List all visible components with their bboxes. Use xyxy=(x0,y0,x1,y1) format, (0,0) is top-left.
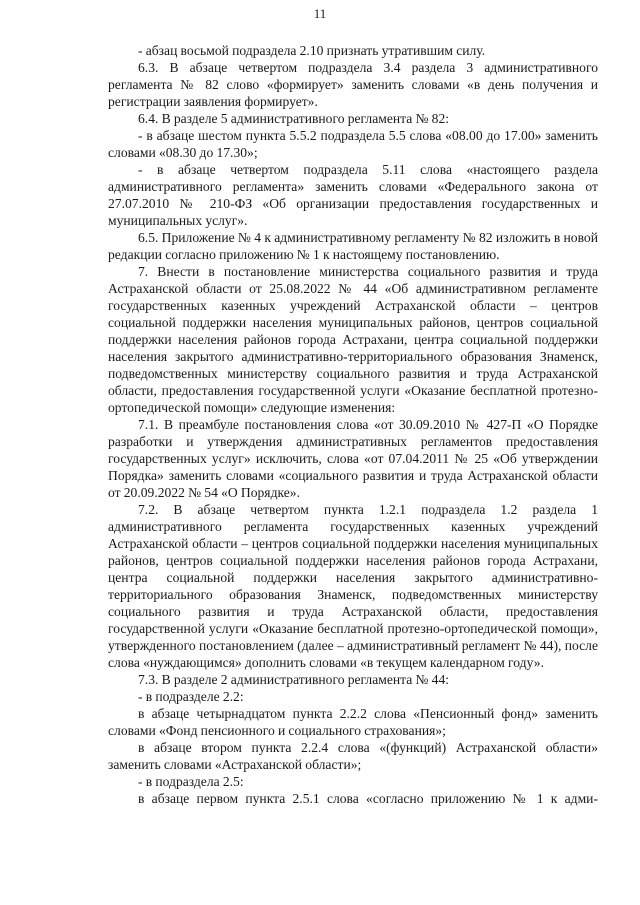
paragraph: 7.3. В разделе 2 административного регламента № 44: xyxy=(138,672,450,687)
paragraph: в абзаце четырнадцатом пункта 2.2.2 слова «Пенсионный фонд» заменить словами «Фонд пенсионного и социального страхования»; xyxy=(108,706,598,738)
paragraph: - в подраздела 2.5: xyxy=(138,774,244,789)
paragraph: 6.4. В разделе 5 административного регламента № 82: xyxy=(138,111,450,126)
paragraph: 7.2. В абзаце четвертом пункта 1.2.1 подраздела 1.2 раздела 1 административного регламента государственных казенных учреждений Астраханской области – центров социальной поддержки населения муниципальных районов, центров социальной поддержки населения районов города Астрахани, центра социальной поддержки населения закрытого административно-территориального образования Знаменск, подведомственных министерству социального развития и труда Астраханской области, предоставления государственной услуги «Оказание бесплатной протезно-ортопедической помощи», утвержденного постановлением (далее – административный регламент № 44), после слова «нуждающимся» дополнить словами «в текущем календарном году». xyxy=(108,502,598,670)
paragraph: - в подразделе 2.2: xyxy=(138,689,244,704)
paragraph: - абзац восьмой подраздела 2.10 признать утратившим силу. xyxy=(138,43,486,58)
paragraph: 6.5. Приложение № 4 к административному регламенту № 82 изложить в новой редакции согласно приложению № 1 к настоящему постановлению. xyxy=(108,230,598,262)
paragraph: 6.3. В абзаце четвертом подраздела 3.4 раздела 3 административного регламента № 82 слово «формирует» заменить словами «в день получения и регистрации заявления формирует». xyxy=(108,60,598,109)
paragraph: 7. Внести в постановление министерства социального развития и труда Астраханской области от 25.08.2022 № 44 «Об административном регламенте государственных казенных учреждений Астраханской области – центров социальной поддержки населения муниципальных районов, центров социальной поддержки населения районов города Астрахани, центра социальной поддержки населения закрытого административно-территориального образования Знаменск, подведомственных министерству социального развития и труда Астраханской области, предоставления государственной услуги «Оказание бесплатной протезно-ортопедической помощи» следующие изменения: xyxy=(108,264,598,415)
paragraph: - в абзаце шестом пункта 5.5.2 подраздела 5.5 слова «08.00 до 17.00» заменить словами «08.30 до 17.30»; xyxy=(108,128,598,160)
paragraph: в абзаце втором пункта 2.2.4 слова «(функций) Астраханской области» заменить словами «Астраханской области»; xyxy=(108,740,598,772)
paragraph: 7.1. В преамбуле постановления слова «от 30.09.2010 № 427-П «О Порядке разработки и утверждения административных регламентов предоставления государственных услуг» исключить, слова «от 07.04.2011 № 25 «Об утверждении Порядка» заменить словами «социального развития и труда Астраханской области от 20.09.2022 № 54 «О Порядке». xyxy=(108,417,598,500)
paragraph: - в абзаце четвертом подраздела 5.11 слова «настоящего раздела административного регламента» заменить словами «Федерального закона от 27.07.2010 № 210-ФЗ «Об организации предоставления государственных и муниципальных услуг». xyxy=(108,162,598,228)
document-body xyxy=(108,42,598,807)
page-number: 11 xyxy=(313,6,327,21)
paragraph: в абзаце первом пункта 2.5.1 слова «согласно приложению № 1 к адми- xyxy=(138,791,598,806)
